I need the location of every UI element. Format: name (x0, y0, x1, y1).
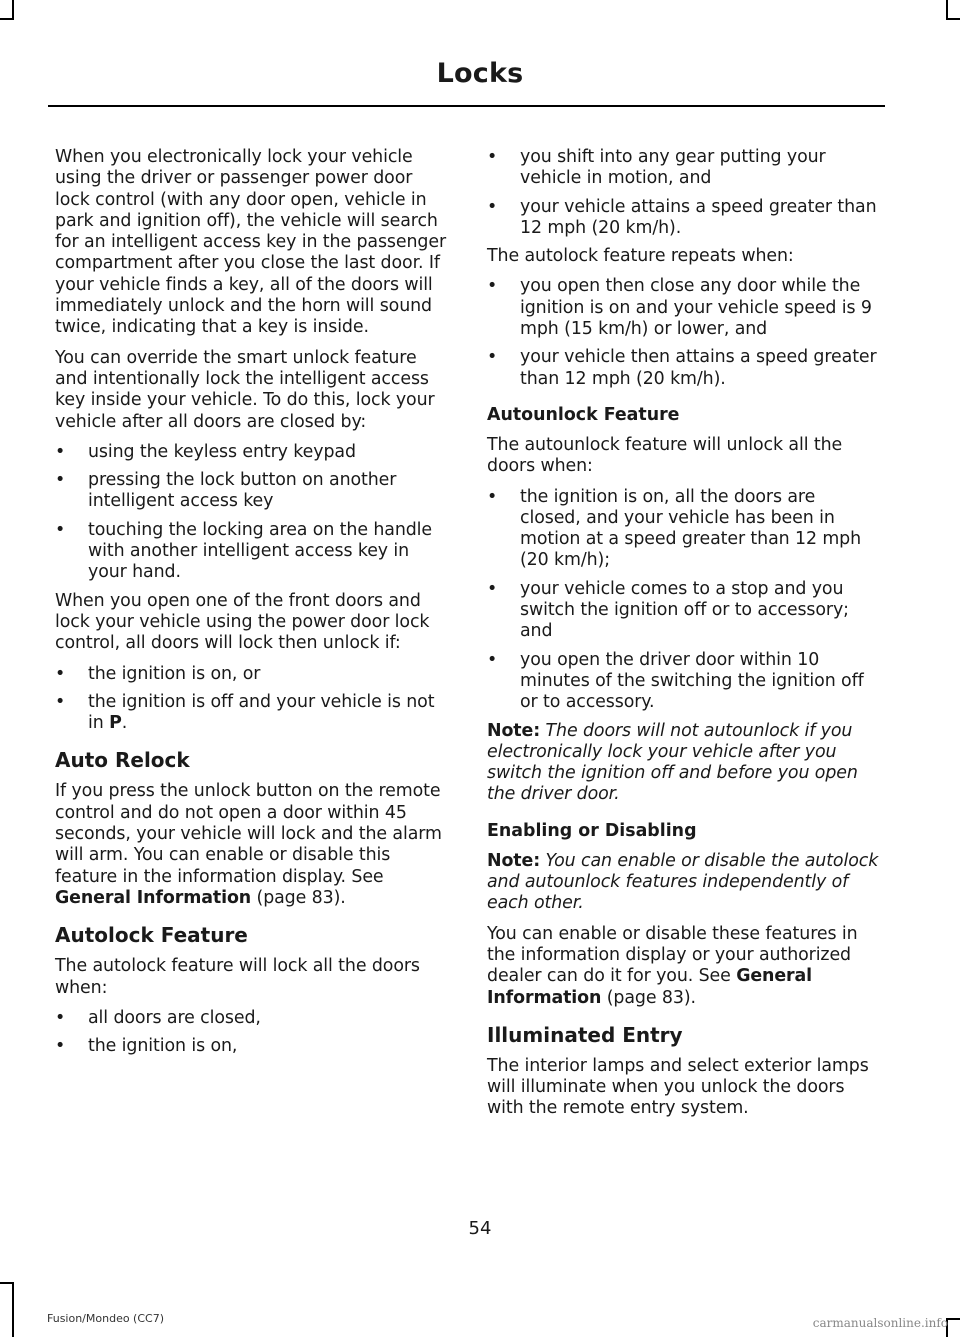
paragraph-intelligent-key-search: When you electronically lock your vehicle using the driver or passenger power door lock control (with any door open, vehicle in park and ignition off), the vehicle will search for an intelligent access key in the passenger compartment after you close the last door. If your vehicle finds a key, all of the doors will immediately unlock and the horn will sound twice, indicating that a key is inside. (55, 147, 446, 338)
list-item: • all doors are closed, (55, 1007, 261, 1028)
list-item: • the ignition is on, (55, 1036, 238, 1057)
paragraph-auto-relock: If you press the unlock button on the remote control and do not open a door within 45 seconds, your vehicle will lock and the alarm will arm. You can enable or disable this feature in the information display. See General Information (page 83). (55, 781, 442, 908)
list-item: • touching the locking area on the handle with another intelligent access key in your hand. (55, 519, 433, 583)
crop-mark (0, 18, 14, 20)
crop-mark (946, 18, 960, 20)
right-column (487, 147, 879, 1129)
link-general-information[interactable]: General Information (487, 966, 813, 1008)
list-item: • you shift into any gear putting your vehicle in motion, and (487, 147, 826, 189)
list-item: • your vehicle then attains a speed greater than 12 mph (20 km/h). (487, 347, 877, 389)
header-divider (48, 105, 885, 107)
link-general-information[interactable]: General Information (55, 887, 252, 908)
page-title: Locks (436, 58, 524, 89)
list-item: • your vehicle comes to a stop and you switch the ignition off or to accessory; and (487, 578, 849, 642)
paragraph-autolock-repeats: The autolock feature repeats when: (487, 246, 794, 267)
crop-mark (0, 1282, 14, 1284)
paragraph-front-doors: When you open one of the front doors and lock your vehicle using the power door lock control, all doors will lock then unlock if: (55, 590, 430, 654)
heading-autounlock-feature: Autounlock Feature (487, 404, 680, 425)
left-column (55, 147, 447, 1064)
paragraph-illuminated-entry: The interior lamps and select exterior lamps will illuminate when you unlock the doors with the remote entry system. (487, 1055, 869, 1119)
list-item: • pressing the lock button on another intelligent access key (55, 470, 397, 512)
list-item: • your vehicle attains a speed greater than 12 mph (20 km/h). (487, 196, 877, 238)
crop-mark (12, 0, 14, 20)
note-enable-disable: Note: You can enable or disable the autolock and autounlock features independently of each other. (487, 850, 879, 914)
paragraph-autolock: The autolock feature will lock all the doors when: (55, 956, 420, 998)
list-item: • the ignition is on, or (55, 663, 261, 684)
paragraph-override: You can override the smart unlock feature and intentionally lock the intelligent access key inside your vehicle. To do this, lock your vehicle after all doors are closed by: (55, 347, 435, 432)
list-item: • you open then close any door while the ignition is on and your vehicle speed is 9 mph (15 km/h) or lower, and (487, 276, 872, 340)
heading-auto-relock: Auto Relock (55, 748, 190, 773)
page-number: 54 (468, 1218, 492, 1239)
watermark: carmanualsonline.info (812, 1316, 948, 1330)
heading-illuminated-entry: Illuminated Entry (487, 1022, 683, 1047)
crop-mark (12, 1282, 14, 1337)
crop-mark (946, 0, 948, 20)
heading-enabling-disabling: Enabling or Disabling (487, 820, 697, 841)
footer-model: Fusion/Mondeo (CC7) (47, 1312, 165, 1325)
crop-mark (946, 1318, 960, 1320)
paragraph-enable-disable: You can enable or disable these features in the information display or your authorized dealer can do it for you. See General Information (page 83). (487, 923, 858, 1008)
heading-autolock-feature: Autolock Feature (55, 923, 248, 948)
note-autounlock: Note: The doors will not autounlock if you electronically lock your vehicle after you switch the ignition off and before you open the driver door. (487, 720, 858, 805)
list-item: • using the keyless entry keypad (55, 441, 356, 462)
list-item: • the ignition is off and your vehicle is not in P. (55, 691, 435, 734)
list-item: • you open the driver door within 10 minutes of the switching the ignition off or to accessory. (487, 649, 864, 713)
list-item: • the ignition is on, all the doors are closed, and your vehicle has been in motion at a speed greater than 12 mph (20 km/h); (487, 486, 862, 571)
paragraph-autounlock: The autounlock feature will unlock all the doors when: (487, 434, 843, 477)
